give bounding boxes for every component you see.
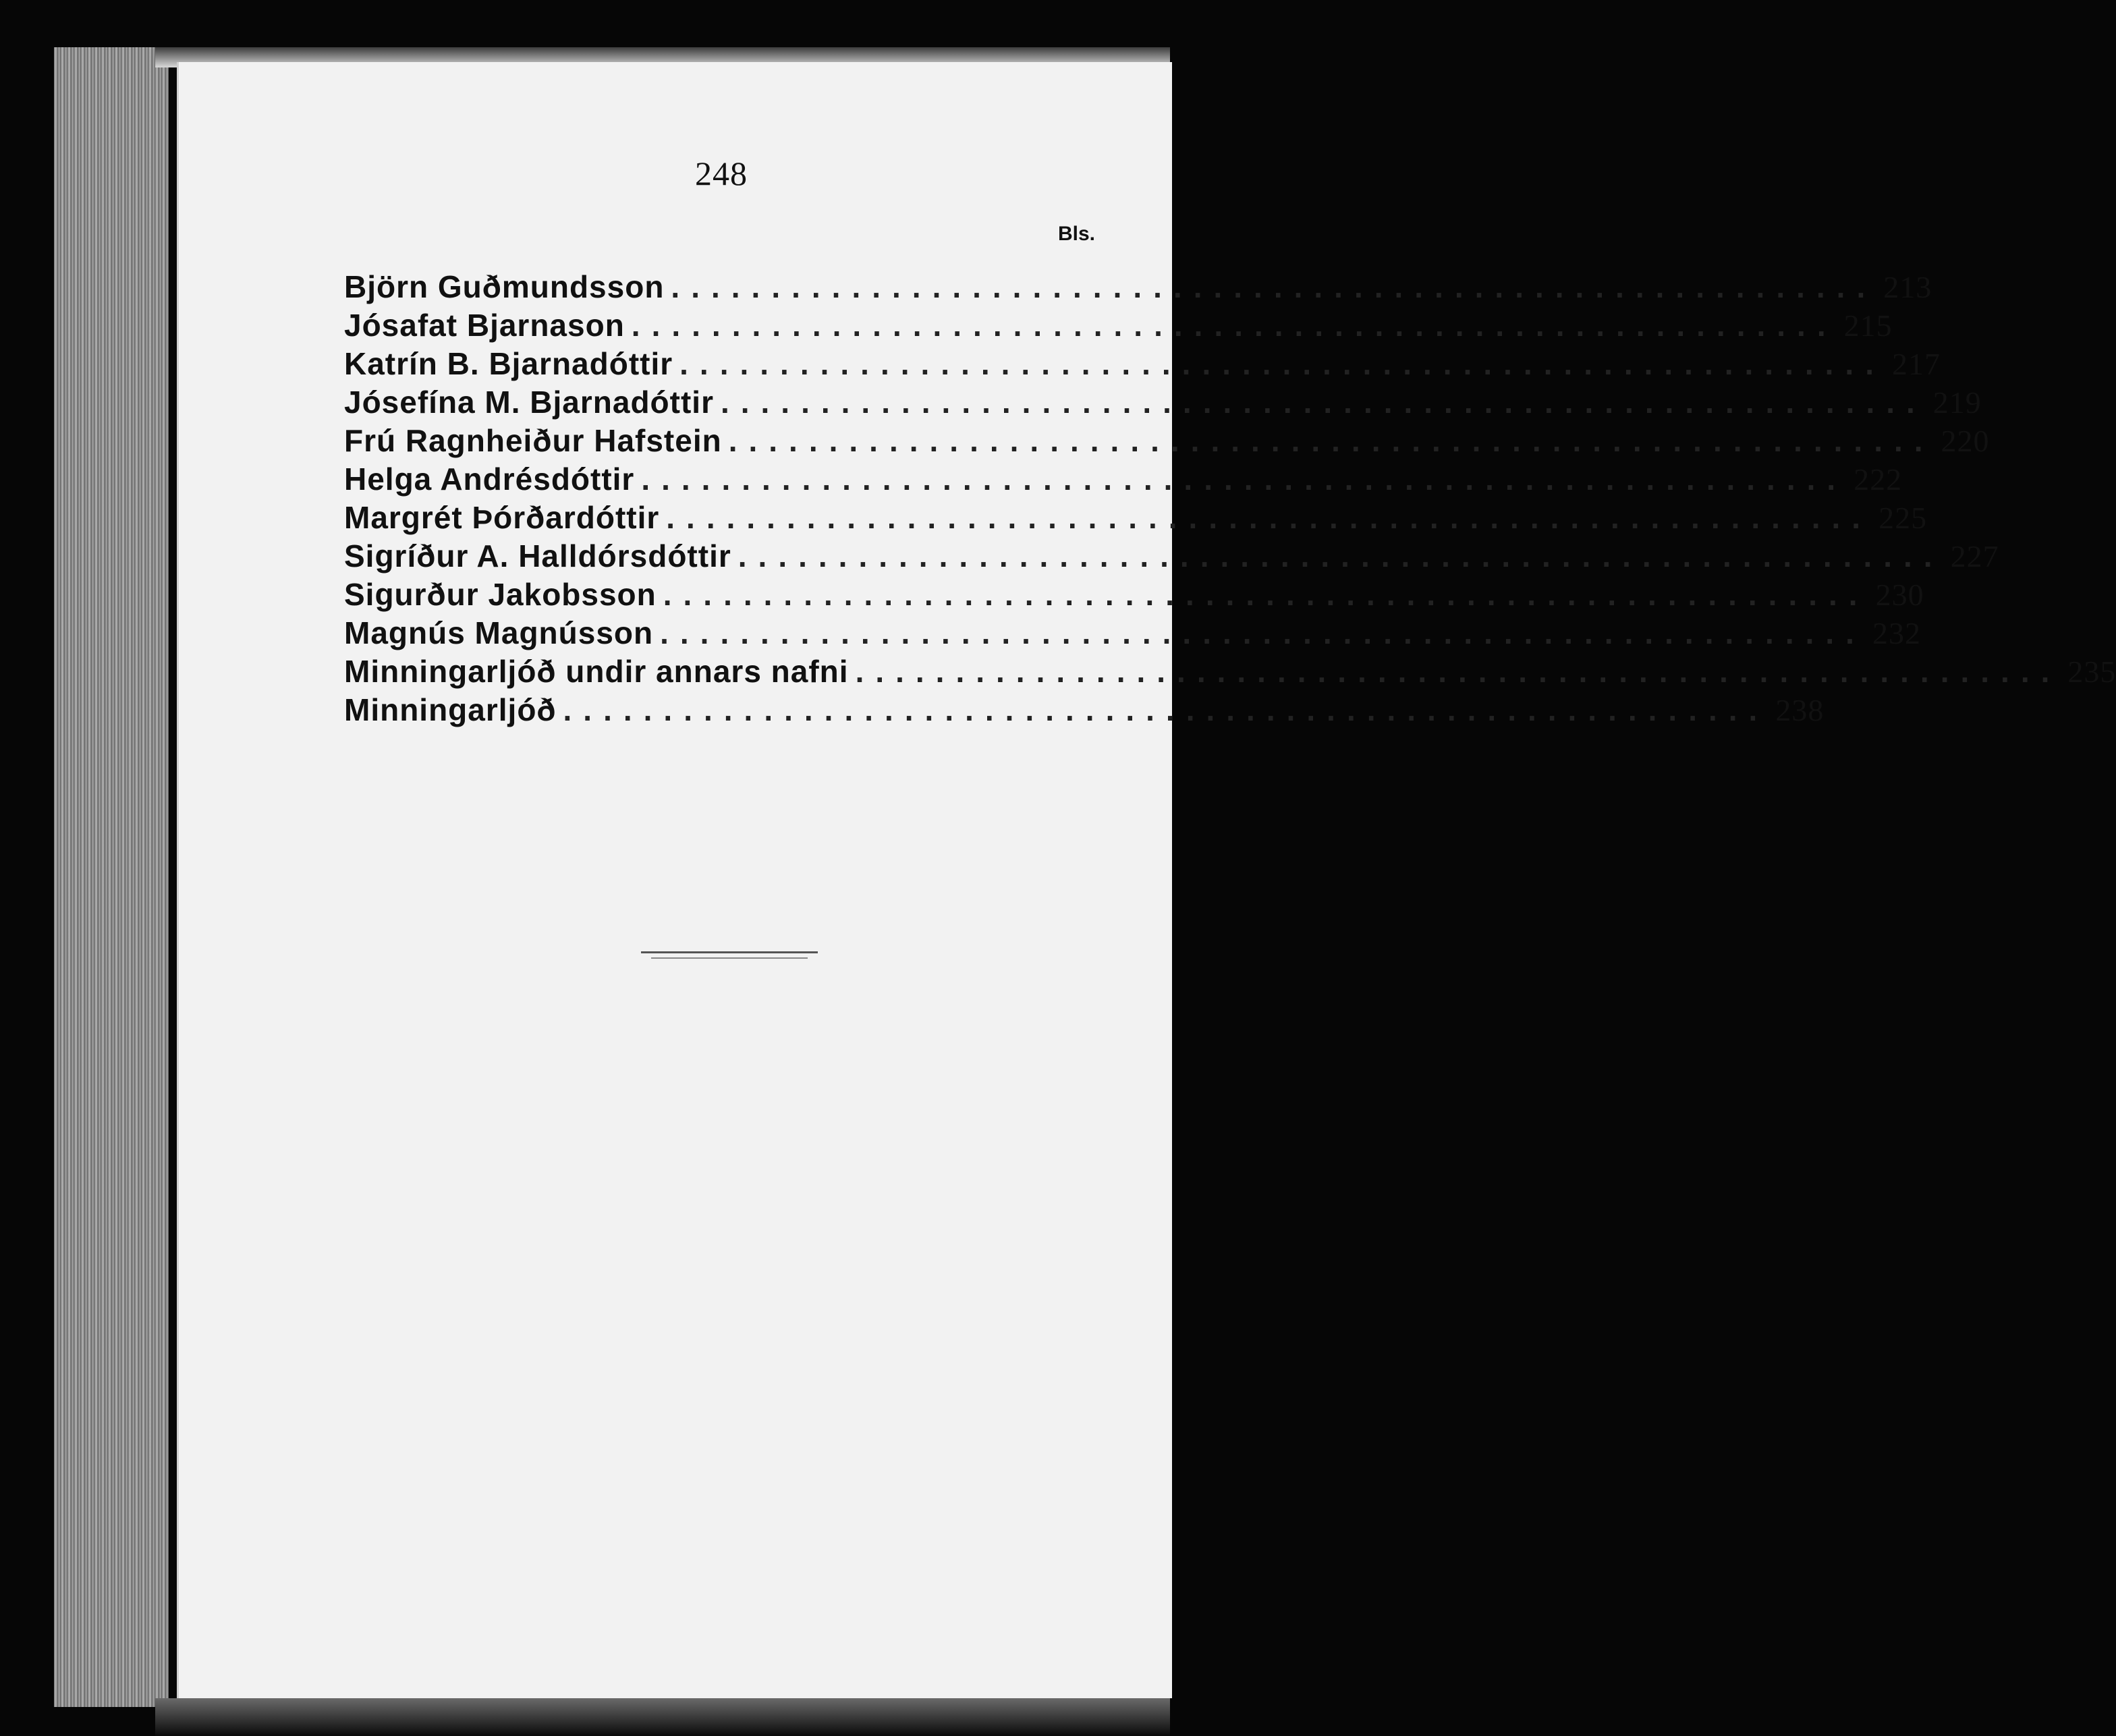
toc-entry-page: 232 <box>1872 616 1921 650</box>
toc-leader-dots: ............................................................ <box>666 500 1872 535</box>
toc-entry <box>344 538 1999 576</box>
toc-entry-title: Sigurður Jakobsson <box>344 577 657 612</box>
toc-entry-page: 220 <box>1941 424 1990 458</box>
toc-entry-title: Minningarljóð <box>344 692 557 727</box>
toc-entry-title: Björn Guðmundsson <box>344 269 665 304</box>
toc-entry-page: 217 <box>1891 347 1941 381</box>
toc-leader-dots: ............................................................ <box>631 308 1837 343</box>
page-number: 248 <box>695 155 748 192</box>
page-bottom-shadow <box>155 1698 1170 1736</box>
toc-entry-page: 215 <box>1843 308 1893 343</box>
toc-leader-dots: ............................................................ <box>671 269 1877 304</box>
toc-entry-title: Frú Ragnheiður Hafstein <box>344 423 722 458</box>
toc-entry <box>344 307 1893 345</box>
toc-entry-page: 219 <box>1932 385 1982 420</box>
toc-entry-title: Minningarljóð undir annars nafni <box>344 654 849 689</box>
toc-entry-title: Jósefína M. Bjarnadóttir <box>344 385 714 420</box>
toc-leader-dots: ............................................................ <box>679 346 1885 381</box>
toc-entry-title: Margrét Þórðardóttir <box>344 500 660 535</box>
toc-entry-page: 235 <box>2067 654 2116 689</box>
toc-entry-page: 238 <box>1775 693 1825 727</box>
page-column-header: Bls. <box>1058 223 1096 245</box>
toc-leader-dots: ............................................................ <box>663 577 1869 612</box>
toc-leader-dots: ............................................................ <box>737 538 1944 573</box>
toc-entry-page: 230 <box>1875 578 1924 612</box>
toc-entry-page: 225 <box>1878 501 1928 535</box>
toc-entry-title: Jósafat Bjarnason <box>344 308 625 343</box>
toc-entry <box>344 422 1990 461</box>
toc-entry-title: Magnús Magnússon <box>344 615 654 650</box>
toc-entry-title: Sigríður A. Halldórsdóttir <box>344 538 731 573</box>
end-divider-rule <box>641 951 818 953</box>
toc-entry <box>344 576 1924 615</box>
toc-entry-title: Katrín B. Bjarnadóttir <box>344 346 673 381</box>
toc-entry <box>344 384 1982 422</box>
toc-entry-page: 213 <box>1883 270 1932 304</box>
toc-entry <box>344 692 1825 730</box>
end-divider-rule-lower <box>651 957 808 959</box>
toc-entry <box>344 653 2116 692</box>
toc-leader-dots: ............................................................ <box>660 615 1866 650</box>
toc-leader-dots: ............................................................ <box>720 385 1926 420</box>
toc-leader-dots: ............................................................ <box>563 692 1769 727</box>
table-of-contents <box>344 269 2116 730</box>
toc-entry <box>344 499 1928 538</box>
book-page-edges <box>54 47 169 1707</box>
toc-leader-dots: ............................................................ <box>641 461 1847 497</box>
toc-entry <box>344 269 1932 307</box>
toc-leader-dots: ............................................................ <box>855 654 2061 689</box>
toc-leader-dots: ............................................................ <box>728 423 1934 458</box>
toc-entry-page: 222 <box>1854 462 1903 497</box>
toc-entry <box>344 461 1903 499</box>
toc-entry <box>344 615 1921 653</box>
toc-entry-page: 227 <box>1950 539 1999 573</box>
toc-entry <box>344 345 1941 384</box>
toc-entry-title: Helga Andrésdóttir <box>344 461 635 497</box>
